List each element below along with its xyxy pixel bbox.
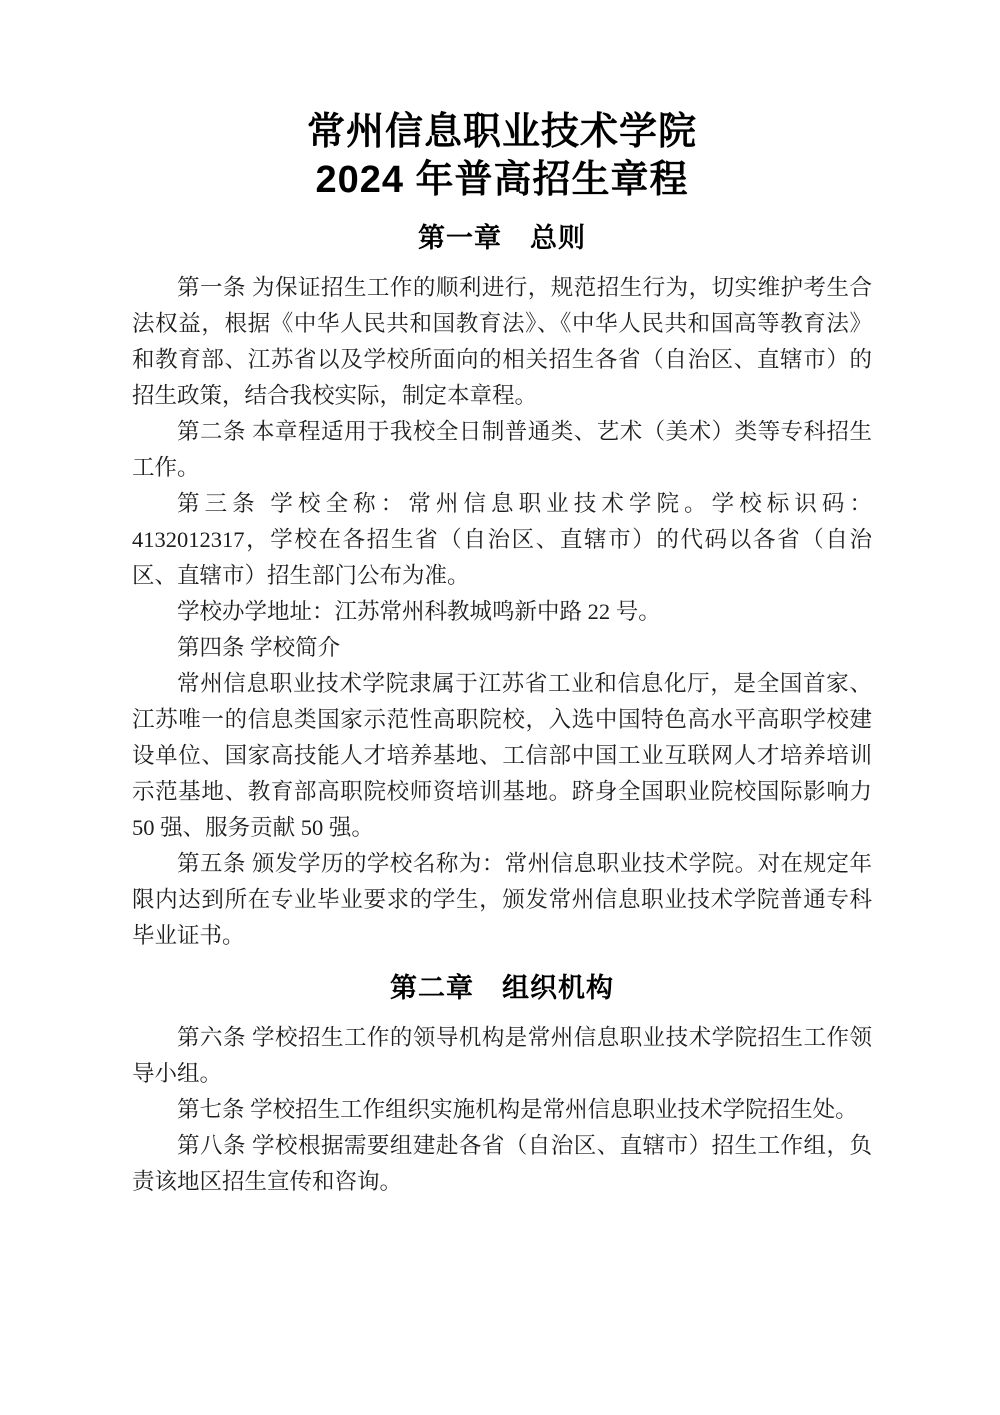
paragraph-article-7: 第七条 学校招生工作组织实施机构是常州信息职业技术学院招生处。: [177, 1097, 858, 1122]
chapter-2-heading: 第二章 组织机构: [390, 973, 614, 1003]
paragraph-article-8: 第八条 学校根据需要组建赴各省（自治区、直辖市）招生工作组，负责该地区招生宣传和咨询。: [132, 1133, 872, 1194]
paragraph-article-4: 第四条 学校简介: [177, 635, 341, 660]
paragraph-article-1: 第一条 为保证招生工作的顺利进行，规范招生行为，切实维护考生合法权益，根据《中华人民共和国教育法》、《中华人民共和国高等教育法》和教育部、江苏省以及学校所面向的相关招生各省（自治区、直辖市）的招生政策，结合我校实际，制定本章程。: [132, 275, 872, 408]
document-title-line1: 常州信息职业技术学院: [306, 111, 697, 153]
document-title-line2: 2024 年普高招生章程: [315, 159, 689, 201]
paragraph-article-5: 第五条 颁发学历的学校名称为：常州信息职业技术学院。对在规定年限内达到所在专业毕业要求的学生，颁发常州信息职业技术学院普通专科毕业证书。: [132, 851, 872, 948]
paragraph-school-address: 学校办学地址：江苏常州科教城鸣新中路 22 号。: [177, 599, 661, 624]
chapter-1-heading: 第一章 总则: [418, 223, 586, 253]
document-title: [132, 108, 872, 204]
paragraph-article-2: 第二条 本章程适用于我校全日制普通类、艺术（美术）类等专科招生工作。: [132, 419, 872, 480]
paragraph-school-intro: 常州信息职业技术学院隶属于江苏省工业和信息化厅，是全国首家、江苏唯一的信息类国家示范性高职院校，入选中国特色高水平高职学校建设单位、国家高技能人才培养基地、工信部中国工业互联网人才培养培训示范基地、教育部高职院校师资培训基地。跻身全国职业院校国际影响力 50 强、服务贡献 50 强。: [132, 671, 872, 840]
paragraph-article-3: 第三条 学校全称：常州信息职业技术学院。学校标识码：4132012317，学校在各招生省（自治区、直辖市）的代码以各省（自治区、直辖市）招生部门公布为准。: [132, 491, 872, 588]
paragraph-article-6: 第六条 学校招生工作的领导机构是常州信息职业技术学院招生工作领导小组。: [132, 1025, 872, 1086]
